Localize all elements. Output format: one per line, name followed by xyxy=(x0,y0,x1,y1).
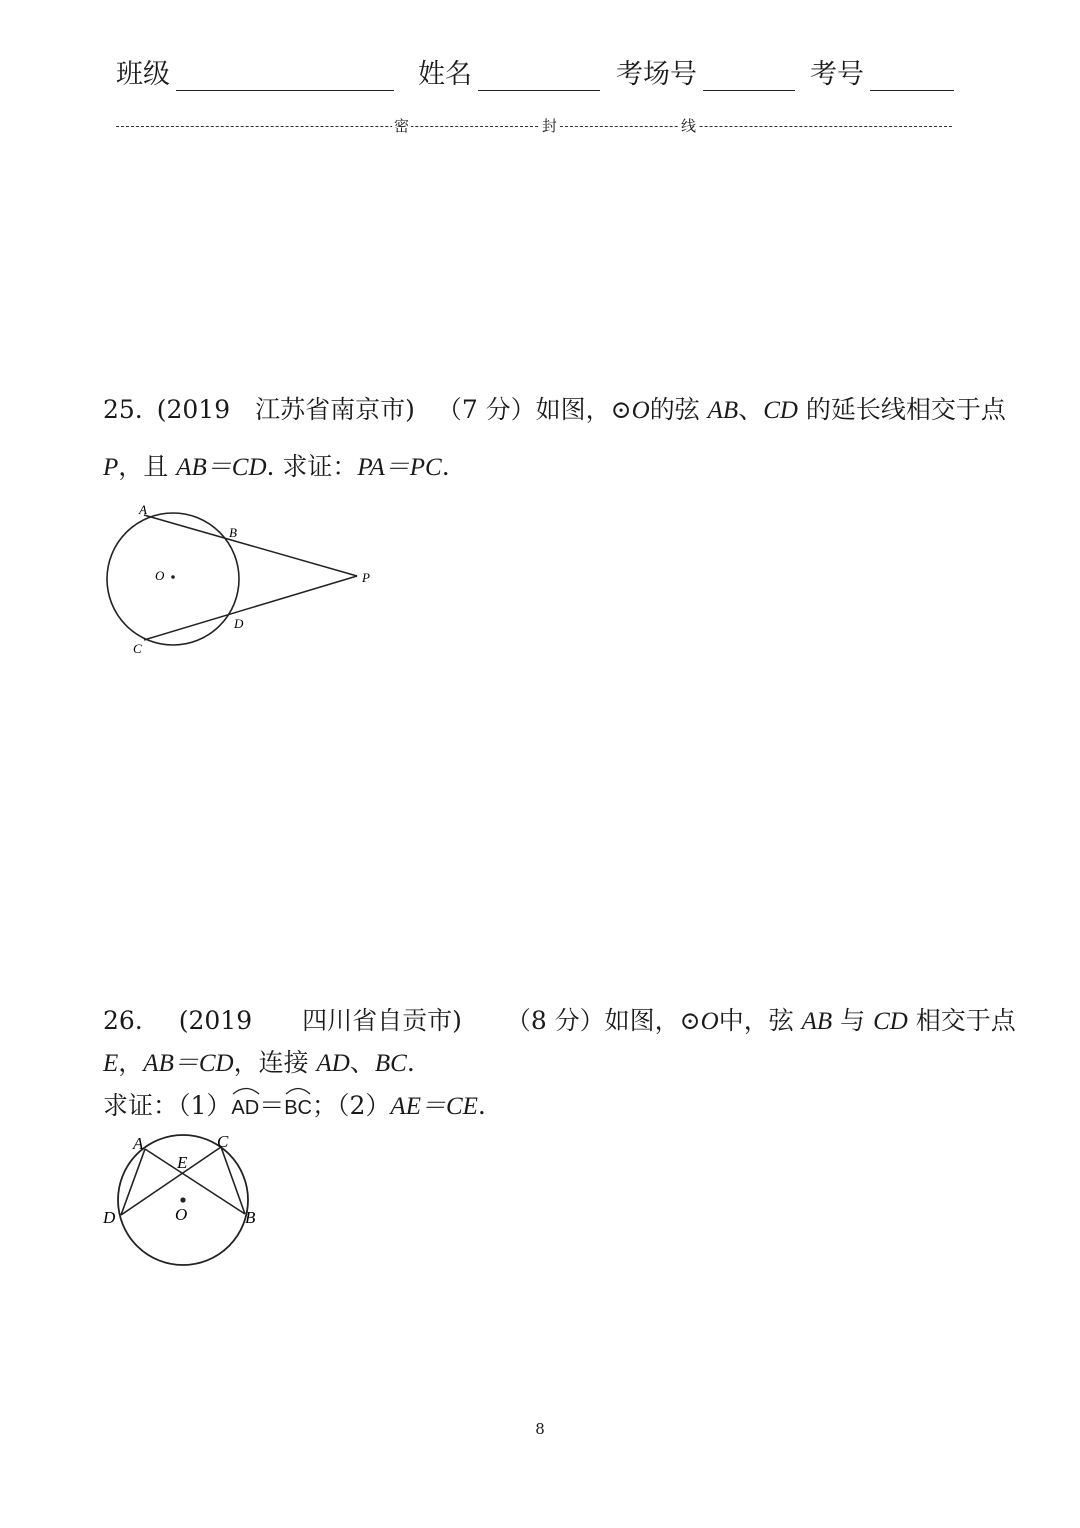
seal-char-mi: 密 xyxy=(394,117,410,135)
q25-number: 25. xyxy=(103,395,143,424)
q26-line3 xyxy=(103,1091,486,1123)
seal-dashed-line xyxy=(116,126,952,127)
q26-sep: 、 xyxy=(349,1048,375,1077)
q25-o: O xyxy=(631,397,650,424)
q25-eq2: PA＝PC xyxy=(357,454,442,481)
q26-label-e: E xyxy=(177,1153,188,1172)
q25-ab: AB xyxy=(707,397,739,424)
q26-text2a: ， xyxy=(118,1048,144,1077)
q26-eqsign: ＝ xyxy=(259,1091,285,1120)
exam-header xyxy=(116,52,966,96)
q25-center-dot xyxy=(171,575,175,579)
number-field xyxy=(810,52,954,91)
name-field xyxy=(418,52,600,91)
q26-arc-ad xyxy=(231,1091,259,1123)
q25-score: （7 分） xyxy=(436,395,536,424)
q25-text2a: ，且 xyxy=(118,452,177,481)
q26-center-dot xyxy=(180,1197,185,1202)
q26-text1b: 中，弦 xyxy=(718,1006,802,1035)
q25-cd: CD xyxy=(763,397,798,424)
q26-score: （8 分） xyxy=(505,1006,605,1035)
name-label: 姓名 xyxy=(418,59,472,90)
q26-text1d: 相交于点 xyxy=(907,1006,1016,1035)
q26-line3b: ；（2） xyxy=(312,1091,391,1120)
q25-source: (2019 江苏省南京市) xyxy=(156,395,415,424)
q26-label-o: O xyxy=(175,1205,188,1224)
q25-label-b: B xyxy=(229,525,237,540)
q25-dot: . xyxy=(441,452,450,481)
class-field xyxy=(116,52,394,91)
q25-text1c: 的延长线相交于点 xyxy=(797,395,1006,424)
q26-eq1: AB＝CD xyxy=(143,1050,234,1077)
q26-arc2-text: BC xyxy=(284,1097,313,1119)
number-blank[interactable] xyxy=(870,62,954,91)
q25-text1b: 的弦 xyxy=(649,395,708,424)
page-number: 8 xyxy=(535,1420,545,1438)
q25-eq1: AB＝CD xyxy=(176,454,267,481)
q26-text1a: 如图，⊙ xyxy=(604,1006,701,1035)
seal-char-feng: 封 xyxy=(542,117,558,135)
q26-text1c: 与 xyxy=(832,1006,874,1035)
q25-text1a: 如图，⊙ xyxy=(535,395,632,424)
class-blank[interactable] xyxy=(176,62,394,91)
q26-label-b: B xyxy=(245,1208,256,1227)
q26-cd: CD xyxy=(873,1008,908,1035)
room-field xyxy=(616,52,795,91)
q26-label-c: C xyxy=(217,1132,229,1151)
q25-figure xyxy=(95,500,395,665)
q26-bc: BC xyxy=(374,1050,407,1077)
q25-line2 xyxy=(103,452,450,483)
q26-chord-ab xyxy=(145,1149,245,1214)
room-label: 考场号 xyxy=(616,59,697,90)
q26-ab: AB xyxy=(801,1008,833,1035)
room-blank[interactable] xyxy=(703,62,795,91)
q26-line2 xyxy=(103,1048,415,1079)
q25-label-o: O xyxy=(155,568,165,583)
q25-label-d: D xyxy=(234,616,244,631)
q25-line1 xyxy=(103,395,1006,426)
q26-source: (2019 四川省自贡市) xyxy=(178,1006,462,1035)
q26-ad: AD xyxy=(316,1050,350,1077)
q25-label-a: A xyxy=(139,502,147,517)
q26-arc-bc xyxy=(284,1091,312,1123)
number-label: 考号 xyxy=(810,59,864,90)
q26-o: O xyxy=(700,1008,719,1035)
q25-label-c: C xyxy=(133,641,142,656)
seal-line xyxy=(116,116,952,136)
q26-dot: . xyxy=(406,1048,415,1077)
q26-label-d: D xyxy=(103,1208,116,1227)
q26-number: 26. xyxy=(103,1006,143,1035)
class-label: 班级 xyxy=(116,59,170,90)
seal-char-xian: 线 xyxy=(681,117,697,135)
arc-mark-icon xyxy=(284,1085,312,1095)
q26-eq3: AE＝CE xyxy=(390,1093,478,1120)
q26-segment-bc xyxy=(221,1147,245,1214)
q25-circle xyxy=(107,513,239,645)
q25-text2b: . 求证： xyxy=(266,452,358,481)
name-blank[interactable] xyxy=(478,62,600,91)
q26-arc1-text: AD xyxy=(231,1097,260,1119)
q26-e: E xyxy=(103,1050,119,1077)
q26-chord-cd xyxy=(121,1147,221,1215)
q25-sep: 、 xyxy=(738,395,764,424)
q26-figure xyxy=(95,1128,275,1268)
q25-line-cp xyxy=(144,576,357,640)
arc-mark-icon xyxy=(231,1085,261,1095)
q25-p: P xyxy=(103,454,119,481)
q26-line3a: 求证：（1） xyxy=(103,1091,232,1120)
q26-text2b: ，连接 xyxy=(233,1048,317,1077)
q26-line1 xyxy=(103,1006,1016,1037)
q25-line-ap xyxy=(144,515,357,576)
q25-label-p: P xyxy=(362,570,370,585)
q26-label-a: A xyxy=(133,1134,144,1153)
q26-dot3: . xyxy=(477,1091,486,1120)
